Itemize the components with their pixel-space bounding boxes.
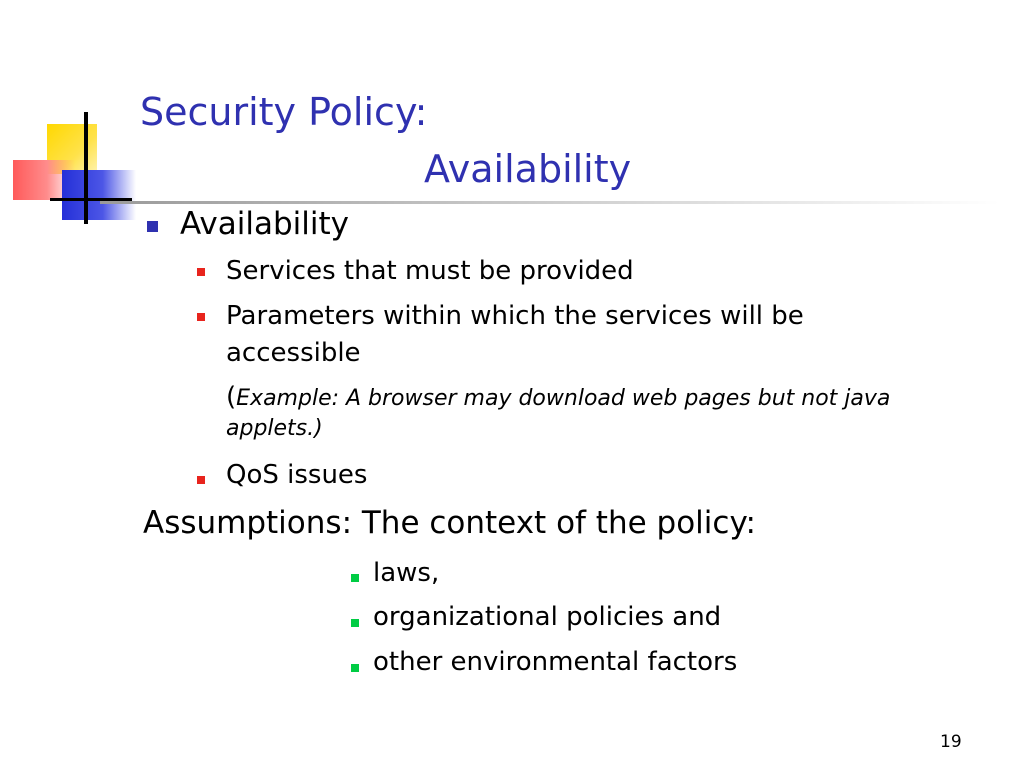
square-bullet-icon [351,574,359,582]
example-open-paren: ( [226,382,237,412]
main-bullet-text: Availability [180,206,349,242]
assumption-item: other environmental factors [373,647,738,677]
sub-bullet-text: Services that must be provided [226,256,634,286]
sub-bullet-text: Parameters within which the services will be [226,301,804,331]
title-divider [100,201,1000,204]
page-number: 19 [940,732,962,752]
slide-title-line-2: Availability [424,147,632,191]
square-bullet-icon [351,619,359,627]
example-line-1 [226,382,890,414]
square-bullet-icon [197,268,205,276]
logo-vertical-line [84,112,88,224]
example-line-2: applets.) [226,416,323,441]
square-bullet-icon [351,664,359,672]
square-bullet-icon [197,313,205,321]
sub-bullet-text: QoS issues [226,460,368,490]
logo-blue-square [62,170,136,220]
slide-title-line-1: Security Policy: [140,90,428,134]
assumptions-heading: Assumptions: The context of the policy: [143,505,756,541]
assumption-item: laws, [373,558,440,588]
example-text: Example: A browser may download web pages but not java [236,386,891,411]
sub-bullet-continuation: accessible [226,338,361,368]
square-bullet-icon [147,221,158,232]
square-bullet-icon [197,476,205,484]
decorative-logo [0,0,150,240]
assumption-item: organizational policies and [373,602,722,632]
